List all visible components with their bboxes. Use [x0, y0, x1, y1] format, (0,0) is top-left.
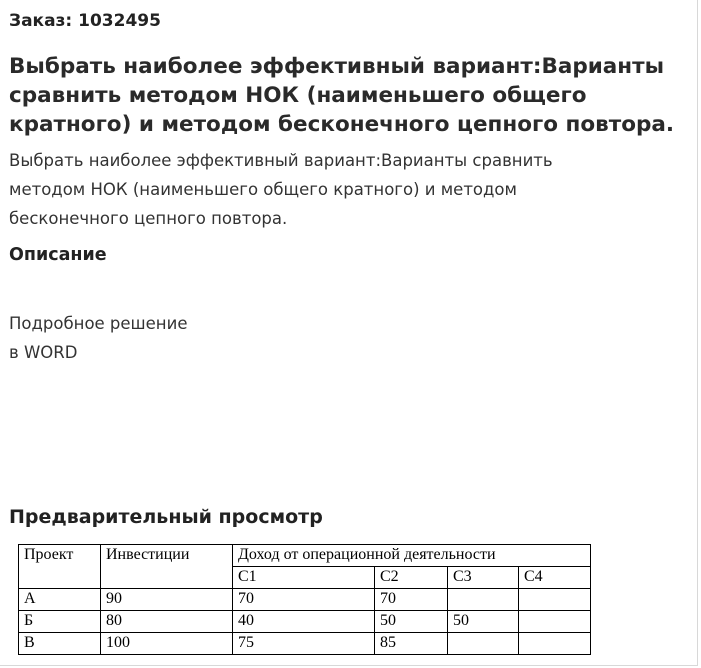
cell-c2: 70	[375, 589, 448, 611]
cell-c1: 40	[233, 611, 375, 633]
header-c1: С1	[233, 567, 375, 589]
header-project: Проект	[19, 545, 101, 589]
details-line: Подробное решение	[9, 314, 188, 333]
task-description	[9, 146, 669, 233]
preview-table	[18, 544, 591, 655]
cell-investment: 80	[101, 611, 233, 633]
page-title: Выбрать наиболее эффективный вариант:Варианты сравнить методом НОК (наименьшего общего кратного) и методом бесконечного цепного повтора.	[9, 54, 675, 137]
header-investment: Инвестиции	[101, 545, 233, 589]
cell-c2: 50	[375, 611, 448, 633]
description-line: бесконечного цепного повтора.	[9, 209, 288, 228]
header-c4: С4	[519, 567, 591, 589]
header-income: Доход от операционной деятельности	[233, 545, 591, 567]
cell-project: Б	[19, 611, 101, 633]
order-number: Заказ: 1032495	[9, 11, 161, 31]
cell-c3	[448, 633, 519, 655]
table-row	[19, 611, 591, 633]
cell-c4	[519, 633, 591, 655]
cell-c4	[519, 589, 591, 611]
cell-c1: 75	[233, 633, 375, 655]
cell-project: А	[19, 589, 101, 611]
cell-c1: 70	[233, 589, 375, 611]
cell-investment: 90	[101, 589, 233, 611]
cell-c2: 85	[375, 633, 448, 655]
table-header-row	[19, 545, 591, 567]
preview-heading: Предварительный просмотр	[9, 506, 323, 528]
cell-c3: 50	[448, 611, 519, 633]
table-row	[19, 633, 591, 655]
details-line: в WORD	[9, 343, 78, 362]
header-c2: С2	[375, 567, 448, 589]
description-line: Выбрать наиболее эффективный вариант:Варианты сравнить	[9, 151, 553, 170]
cell-c4	[519, 611, 591, 633]
header-c3: С3	[448, 567, 519, 589]
table-row	[19, 589, 591, 611]
cell-project: В	[19, 633, 101, 655]
description-heading: Описание	[9, 245, 107, 265]
cell-investment: 100	[101, 633, 233, 655]
cell-c3	[448, 589, 519, 611]
description-line: методом НОК (наименьшего общего кратного) и методом	[9, 180, 517, 199]
solution-details	[9, 309, 187, 367]
